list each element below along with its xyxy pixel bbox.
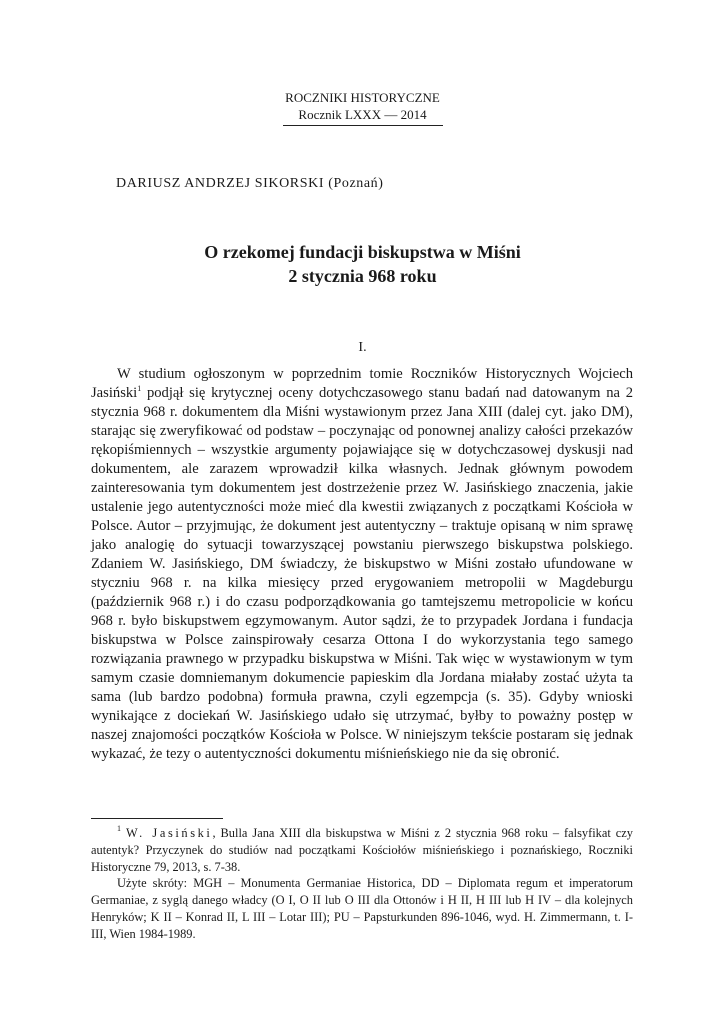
footnote-separator (91, 818, 223, 819)
body-paragraph (91, 365, 633, 764)
footnote-abbreviations: Użyte skróty: MGH – Monumenta Germaniae Historica, DD – Diplomata regum et imperatorum Germaniae, z syglą danego władcy (O I, O II lub O III dla Ottonów i H II, H III lub H IV – dla kolejnych Henryków; K II – Konrad II, L III – Lotar III); PU – Papsturkunden 896-1046, wyd. H. Zimmermann, t. I-III, Wien 1984-1989. (91, 876, 633, 941)
journal-name: ROCZNIKI HISTORYCZNE (285, 90, 440, 105)
footnotes (91, 825, 633, 943)
footnote-1 (91, 825, 633, 875)
footnote-author: W. Jasiński (125, 826, 213, 840)
author-affiliation: (Poznań) (328, 176, 384, 191)
section-heading: I. (358, 340, 367, 355)
footnote-number: 1 (117, 824, 121, 833)
body-text-part-1: W studium ogłoszonym w poprzednim tomie Roczników Historycznych Wojciech Jasiński (91, 366, 633, 401)
article-title (0, 240, 725, 288)
title-line-2: 2 stycznia 968 roku (288, 266, 437, 286)
footnote-1-text: , Bulla Jana XIII dla biskupstwa w Miśni z 2 stycznia 968 roku – falsyfikat czy autentyk? Przyczynek do studiów nad początkami Kościołów miśnieńskiego i poznańskiego, Roczniki Historyczne 79, 2013, s. 7-38. (91, 826, 633, 874)
author-name: DARIUSZ ANDRZEJ SIKORSKI (116, 176, 325, 191)
running-header (0, 89, 725, 126)
body-text-part-2: podjął się krytycznej oceny dotychczasowego stanu badań nad datowanym na 2 stycznia 968 r. dokumentem dla Miśni wystawionym przez Jana XIII (dalej cyt. jako DM), starając się zweryfikować od podstaw – poczynając od ponownej analizy całości przekazów rękopiśmiennych – wszystkie argumenty pojawiające się w dotychczasowej dyskusji nad dokumentem, ale zarazem wprowadził kilka własnych. Jednak głównym powodem zainteresowania tym dokumentem jest dostrzeżenie przez W. Jasińskiego znaczenia, jakie ustalenie jego autentyczności może mieć dla kwestii związanych z początkami Kościoła w Polsce. Autor – przyjmując, że dokument jest autentyczny – traktuje opisaną w nim sprawę jako analogię do sytuacji towarzyszącej powstaniu pierwszego biskupstwa polskiego. Zdaniem W. Jasińskiego, DM świadczy, że biskupstwo w Miśni zostało ufundowane w styczniu 968 r. na kilka miesięcy przed erygowaniem metropolii w Magdeburgu (październik 968 r.) i do czasu podporządkowania go tamtejszemu metropolicie w końcu 968 r. było biskupstwem egzymowanym. Autor sądzi, że to przypadek Jordana i fundacja biskupstwa w Polsce zainspirowały cesarza Ottona I do wykorzystania tego samego rozwiązania prawnego w przypadku biskupstwa w Miśni. Tak więc w wystawionym w tym samym czasie domniemanym dokumencie papieskim dla Jordana miałaby zostać użyta ta sama (lub bardzo podobna) formuła prawna, czyli egzempcja (s. 35). Gdyby wnioski wynikające z dociekań W. Jasińskiego udało się utrzymać, byłby to poważny postęp w naszej znajomości początków Kościoła w Polsce. W niniejszym tekście postaram się jednak wykazać, że tezy o autentyczności dokumentu miśnieńskiego nie da się obronić. (91, 385, 633, 762)
header-rule (283, 125, 443, 126)
title-line-1: O rzekomej fundacji biskupstwa w Miśni (204, 242, 521, 262)
author-line (116, 176, 384, 192)
journal-volume: Rocznik LXXX — 2014 (298, 107, 427, 122)
footnote-ref[interactable]: 1 (137, 384, 142, 393)
